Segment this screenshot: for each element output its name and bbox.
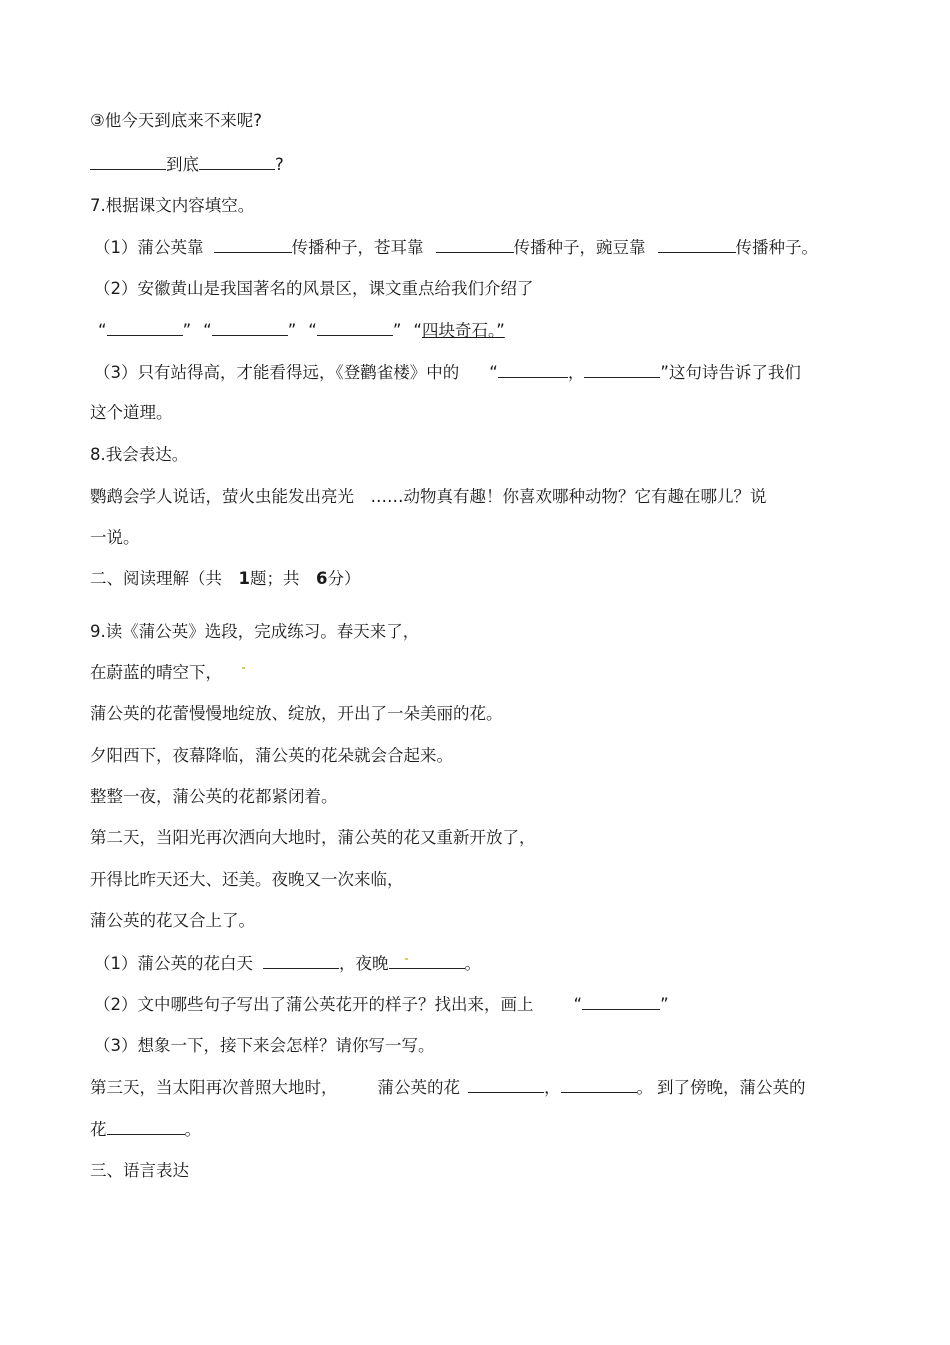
q8-line1: 鹦鹉会学人说话，萤火虫能发出亮光 ……动物真有趣！你喜欢哪种动物？它有趣在哪儿？说: [90, 487, 767, 506]
q9-sub2: [94, 993, 669, 1016]
q7-part3-line2: 这个道理。: [90, 403, 173, 422]
q9-sub3-answer-line2: [90, 1118, 201, 1141]
q6-3-mid: 到底: [166, 155, 199, 174]
q9-s2-a: （2）文中哪些句子写出了蒲公英花开的样子？找出来，画上: [94, 995, 534, 1014]
blank[interactable]: [263, 952, 339, 969]
speck-mark: [242, 667, 245, 669]
q9-passage-line: 夕阳西下，夜幕降临，蒲公英的花朵就会合起来。: [90, 746, 453, 765]
q7-part2-line2: [98, 319, 505, 342]
blank[interactable]: [468, 1076, 544, 1093]
blank[interactable]: [90, 153, 166, 170]
q7-p3-b: ”这句诗告诉了我们: [660, 363, 801, 382]
q8-title: 8.我会表达。: [90, 445, 189, 464]
quote-open: “: [203, 321, 212, 340]
q9-s1-a: （1）蒲公英的花白天: [94, 954, 253, 973]
period: 。: [184, 1120, 201, 1139]
q9-passage-line: 整整一夜，蒲公英的花都紧闭着。: [90, 787, 338, 806]
section3-heading: 三、语言表达: [90, 1161, 189, 1180]
section2-heading: [90, 568, 360, 590]
q7-p1-b: 传播种子，苍耳靠: [291, 238, 424, 257]
q9-s3-a: 第三天，当太阳再次普照大地时，: [90, 1078, 338, 1097]
q7-p1-c: 传播种子，豌豆靠: [513, 238, 646, 257]
blank[interactable]: [214, 236, 292, 253]
blank[interactable]: [582, 993, 660, 1010]
q7-title: 7.根据课文内容填空。: [90, 196, 255, 215]
q9-passage-line: 在蔚蓝的晴空下，: [90, 663, 222, 682]
q7-p1-a: 蒲公英靠: [137, 238, 204, 257]
blank[interactable]: [436, 236, 514, 253]
q9-sub3: （3）想象一下，接下来会怎样？请你写一写。: [94, 1036, 435, 1055]
q9-passage-line: 蒲公英的花又合上了。: [90, 911, 255, 930]
q7-p3-a: （3）只有站得高，才能看得远，《登鹳雀楼》中的: [94, 363, 460, 382]
q7-part2-line1: （2）安徽黄山是我国著名的风景区，课文重点给我们介绍了: [94, 279, 534, 298]
section2-post: 分）: [327, 569, 361, 588]
q9-sub1: [94, 952, 481, 975]
blank[interactable]: [658, 236, 736, 253]
q7-part3-line1: [94, 361, 801, 384]
section2-mid: 题；共: [249, 569, 316, 588]
q9-s1-b: ，夜晚: [339, 954, 389, 973]
quote-open: “: [573, 995, 583, 1014]
blank[interactable]: [212, 319, 288, 336]
q9-passage-line: 第二天，当阳光再次洒向大地时，蒲公英的花又重新开放了，: [90, 828, 536, 847]
quote-close: ”: [660, 995, 669, 1014]
q8-line2: 一说。: [90, 528, 140, 547]
quote-open: “: [413, 321, 422, 340]
q6-3-end: ?: [275, 155, 284, 174]
q9-sub3-answer-line1: [90, 1076, 806, 1099]
q9-s3-line2: 花: [90, 1120, 107, 1139]
blank[interactable]: [584, 361, 660, 378]
q9-s3-c: 到了傍晚，蒲公英的: [657, 1078, 806, 1097]
quote-close: ”: [182, 321, 192, 340]
comma: ，: [567, 363, 585, 382]
section2-count: 1: [238, 569, 250, 588]
q6-3-sentence: ③他今天到底来不来呢?: [90, 111, 263, 130]
q9-s1-end: 。: [464, 954, 481, 973]
speck-mark: [405, 958, 408, 960]
q6-3-answer-line: [90, 153, 284, 176]
q9-passage-line: 蒲公英的花蕾慢慢地绽放、绽放，开出了一朵美丽的花。: [90, 704, 503, 723]
blank[interactable]: [389, 952, 465, 969]
quote-close: ”: [287, 321, 297, 340]
q9-passage-line: 开得比昨天还大、还美。夜晚又一次来临，: [90, 870, 404, 889]
q7-p2-tail: 四块奇石。”: [421, 321, 505, 340]
q9-title: 9.读《蒲公英》选段，完成练习。春天来了，: [90, 622, 420, 641]
section2-pre: 二、阅读理解（共: [90, 569, 239, 588]
q7-p1-num: （1）: [94, 238, 138, 257]
blank[interactable]: [498, 361, 568, 378]
blank[interactable]: [107, 319, 183, 336]
period: 。: [636, 1078, 653, 1097]
section2-score: 6: [315, 569, 328, 588]
comma: ，: [544, 1078, 561, 1097]
blank[interactable]: [317, 319, 393, 336]
q7-part1: [94, 236, 818, 259]
blank[interactable]: [561, 1076, 637, 1093]
quote-open: “: [489, 363, 498, 382]
q7-p1-d: 传播种子。: [735, 238, 818, 257]
blank[interactable]: [107, 1118, 185, 1135]
quote-open: “: [308, 321, 317, 340]
quote-close: ”: [392, 321, 402, 340]
quote-open: “: [98, 321, 107, 340]
blank[interactable]: [199, 153, 275, 170]
q9-s3-b: 蒲公英的花: [377, 1078, 460, 1097]
